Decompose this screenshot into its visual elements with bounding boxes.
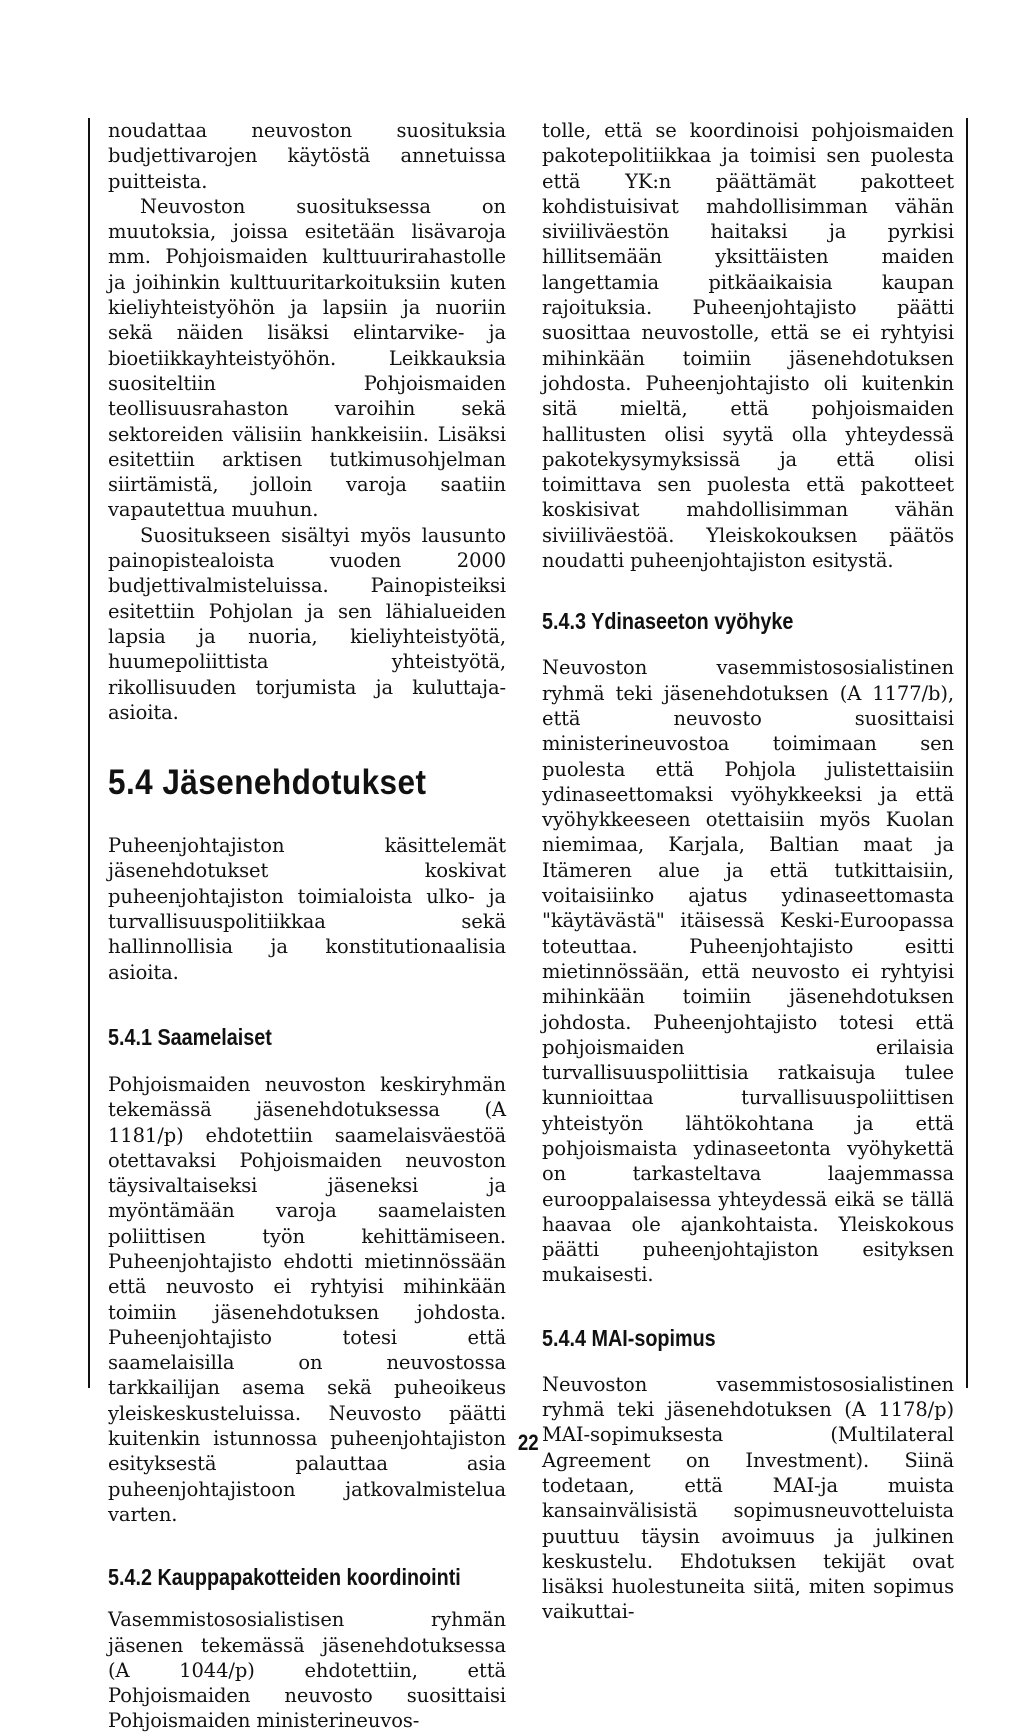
paragraph: Neuvoston vasemmistososialistinen ryhmä teki jäsenehdotuksen (A 1177/b), että neuvosto suosittaisi ministerineuvostoa toimimaan sen puolesta että Pohjola julistettaisiin ydinaseettomaksi vyöhykkeeksi ja että vyöhykkeeseen otettaisiin myös Kuolan niemimaa, Karjala, Baltian maat ja Itämeren alue ja että tutkittaisiin, voitaisiinko ajatus ydinaseettomasta "käytävästä" itäisessä Keski-Euroopassa toteuttaa. Puheenjohtajisto esitti mietinnössään, että neuvosto ei ryhtyisi mihinkään toimiin jäsenehdotuksen johdosta. Puheenjohtajisto totesi että pohjoismaiden erilaisia turvallisuuspoliittisia ratkaisuja tulee kunnioittaa turvallisuuspoliittisen yhteistyön lähtökohtana ja että pohjoismaista ydinaseetonta vyöhykettä on tarkasteltava laajemmassa eurooppalaisessa yhteydessä eikä se tällä haavaa ole ajankohtaista. Yleiskokous päätti puheenjohtajiston esityksen mukaisesti.	[542, 656, 954, 1287]
subsection-heading-5-4-2: 5.4.2 Kauppapakotteiden koordinointi	[108, 1564, 461, 1591]
left-margin-rule	[88, 118, 90, 1388]
paragraph: Neuvoston suosituksessa on muutoksia, joissa esitetään lisävaroja mm. Pohjoismaiden kulttuurirahastolle ja joihinkin kulttuuritarkoituksiin kuten kieliyhteistyöhön ja lapsiin ja nuoriin sekä näiden lisäksi elintarvike- ja bioetiikkayhteistyöhön. Leikkauksia suositeltiin Pohjoismaiden teollisuusrahaston varoihin sekä sektoreiden välisiin hankkeisiin. Lisäksi esitettiin arktisen tutkimusohjelman siirtämistä, jolloin varoja saatiin vapautettua muuhun.	[108, 194, 506, 522]
section-heading-5-4: 5.4 Jäsenehdotukset	[108, 763, 427, 803]
paragraph: Puheenjohtajiston käsittelemät jäsenehdotukset koskivat puheenjohtajiston toimialoista ulko- ja turvallisuuspolitiikkaa sekä hallinnollisia ja konstitutionaalisia asioita.	[108, 834, 506, 984]
right-column	[542, 118, 954, 1625]
subsection-heading-5-4-3: 5.4.3 Ydinaseeton vyöhyke	[542, 608, 794, 635]
paragraph: noudattaa neuvoston suosituksia budjettivarojen käytöstä annetuissa puitteista.	[108, 119, 506, 193]
paragraph: Suositukseen sisältyi myös lausunto painopistealoista vuoden 2000 budjettivalmisteluissa. Painopisteiksi esitettiin Pohjolan ja sen lähialueiden lapsia ja nuoria, kieliyhteistyötä, huumepoliittista yhteistyötä, rikollisuuden torjumista ja kuluttaja-asioita.	[108, 523, 506, 724]
paragraph: Vasemmistososialistisen ryhmän jäsenen tekemässä jäsenehdotuksessa (A 1044/p) ehdotettiin, että Pohjoismaiden neuvosto suosittaisi Pohjoismaiden ministerineuvos-	[108, 1608, 506, 1733]
right-margin-rule	[966, 118, 968, 1388]
paragraph: Neuvoston vasemmistososialistinen ryhmä teki jäsenehdotuksen (A 1178/p) MAI-sopimuksesta (Multilateral Agreement on Investment). Siinä todetaan, että MAI-ja muista kansainvälisistä sopimusneuvotteluista puuttuu täysin avoimuus ja julkinen keskustelu. Ehdotuksen tekijät ovat lisäksi huolestuneita siitä, miten sopimus vaikuttai-	[542, 1372, 954, 1624]
paragraph: Pohjoismaiden neuvoston keskiryhmän tekemässä jäsenehdotuksessa (A 1181/p) ehdotettiin saamelaisväestöä otettavaksi Pohjoismaiden neuvoston täysivaltaiseksi jäseneksi ja myöntämään varoja saamelaisten poliittisen työn kehittämiseen. Puheenjohtajisto ehdotti mietinnössään että neuvosto ei ryhtyisi mihinkään toimiin jäsenehdotuksen johdosta. Puheenjohtajisto totesi että saamelaisilla on neuvostossa tarkkailijan asema sekä puheoikeus yleiskeskusteluissa. Neuvosto päätti kuitenkin istunnossa puheenjohtajiston esityksestä palauttaa asia puheenjohtajistoon jatkovalmistelua varten.	[108, 1072, 506, 1526]
page-number: 22	[517, 1430, 539, 1455]
paragraph: tolle, että se koordinoisi pohjoismaiden pakotepolitiikkaa ja toimisi sen puolesta että YK:n päättämät pakotteet kohdistuisivat mahdollisimman vähän siviiliväestön haitaksi ja pyrkisi hillitsemään yksittäisten maiden langettamia pitkäaikaisia kaupan rajoituksia. Puheenjohtajisto päätti suosittaa neuvostolle, että se ei ryhtyisi mihinkään toimiin jäsenehdotuksen johdosta. Puheenjohtajisto oli kuitenkin sitä mieltä, että pohjoismaiden hallitusten olisi syytä olla yhteydessä pakotekysymyksissä ja että olisi toimittava sen puolesta että pakotteet koskisivat mahdollisimman vähän siviiliväestöä. Yleiskokouksen päätös noudatti puheenjohtajiston esitystä.	[542, 119, 954, 573]
left-column	[108, 118, 506, 1734]
subsection-heading-5-4-4: 5.4.4 MAI-sopimus	[542, 1324, 716, 1351]
subsection-heading-5-4-1: 5.4.1 Saamelaiset	[108, 1023, 272, 1050]
